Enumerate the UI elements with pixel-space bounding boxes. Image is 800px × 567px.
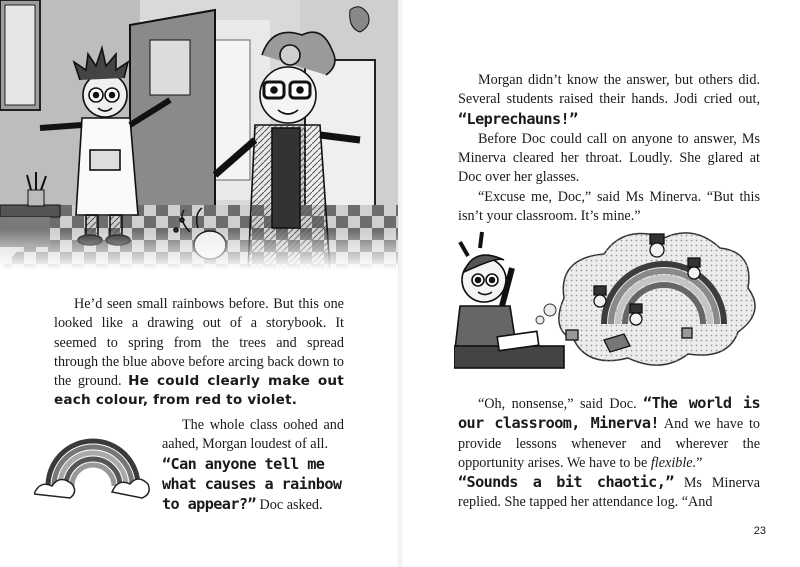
rainbow-illustration (34, 408, 152, 508)
left-page (0, 0, 398, 567)
left-paragraph-3: “Can anyone tell me what causes a rainbow to appear?” Doc asked. (162, 454, 342, 514)
left-paragraph-2: The whole class oohed and aahed, Morgan loudest of all. (162, 417, 344, 453)
leprechaun-dream-illustration (454, 228, 766, 376)
emphasised-sentence: He could clearly make out each colour, from red to violet. (54, 373, 345, 409)
right-page-text-bottom (458, 394, 760, 513)
page-number: 23 (753, 525, 766, 537)
world-classroom-shout: “The world is our classroom, Minerva! (458, 394, 760, 433)
classroom-doorway-illustration (0, 0, 398, 270)
right-page (402, 0, 800, 567)
right-paragraph-3: “Excuse me, Doc,” said Ms Minerva. “But this isn’t your classroom. It’s mine.” (458, 188, 760, 225)
chaotic-shout: “Sounds a bit chaotic,” (458, 473, 674, 492)
right-paragraph-1: Morgan didn’t know the answer, but others did. Several students raised their hands. Jodi cried out, “Leprechauns!” (458, 72, 760, 128)
right-page-text-top (458, 71, 760, 226)
leprechauns-shout: “Leprechauns!” (458, 109, 578, 128)
left-page-text-lower (162, 416, 344, 515)
left-paragraph-1: He’d seen small rainbows before. But this one looked like a drawing out of a storybook. It seemed to spring from the trees and spread through the blue above before arcing back down to the ground. He could clearly make out each colour, from red to violet. (54, 296, 345, 409)
right-paragraph-5: “Sounds a bit chaotic,” Ms Minerva replied. She tapped her attendance log. “And (458, 473, 760, 511)
right-paragraph-2: Before Doc could call on anyone to answer, Ms Minerva cleared her throat. Loudly. She glared at Doc over her glasses. (458, 130, 760, 186)
right-paragraph-4: “Oh, nonsense,” said Doc. “The world is our classroom, Minerva! And we have to provide lessons whenever and wherever the opportunity arises. We have to be flexible.” (458, 394, 760, 471)
left-page-text (54, 295, 344, 411)
doc-question: “Can anyone tell me what causes a rainbow to appear?” (162, 454, 342, 514)
